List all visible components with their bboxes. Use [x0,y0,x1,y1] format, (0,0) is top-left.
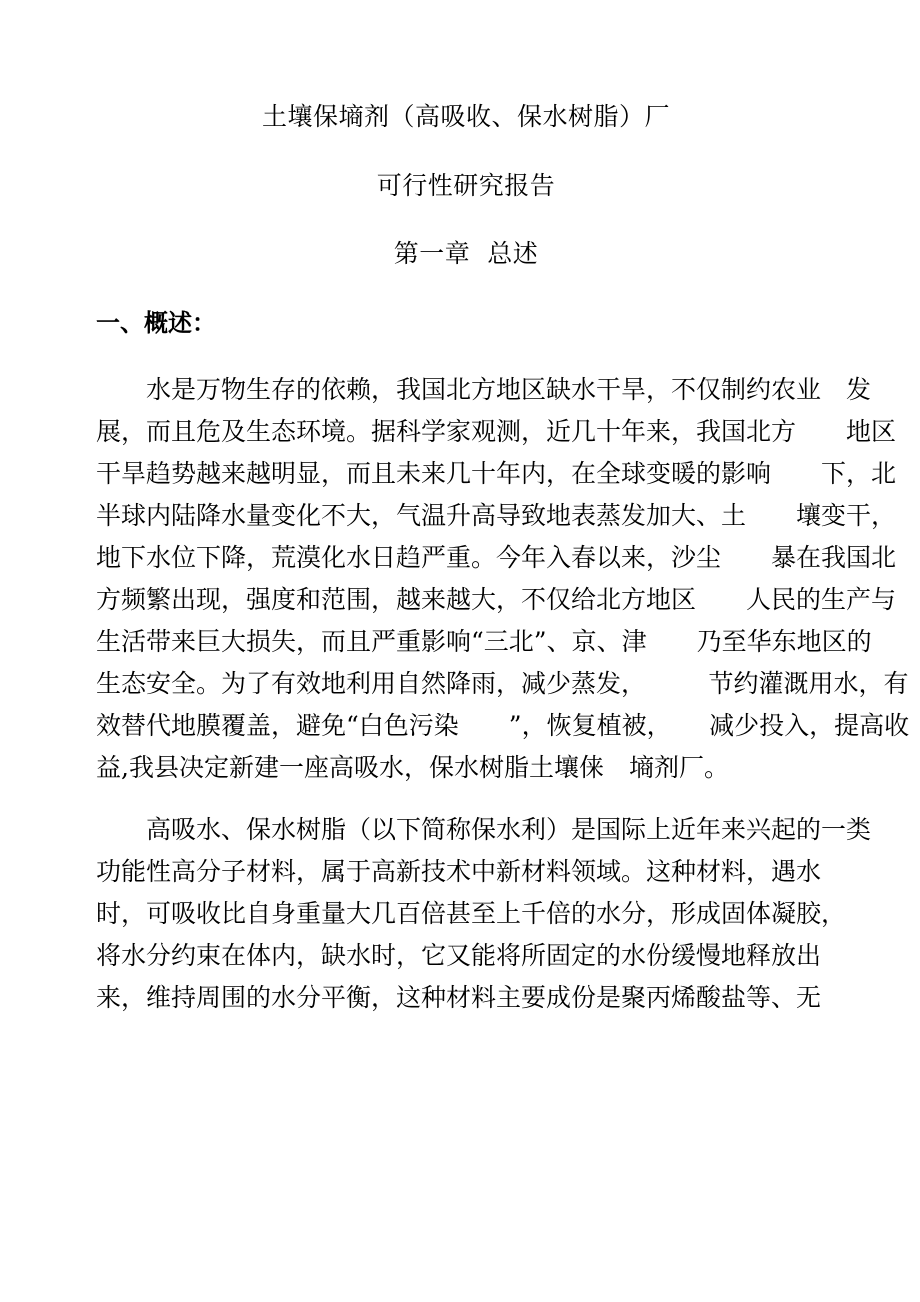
text-line: 方频繁出现，强度和范围，越来越大，不仅给北方地区 人民的生产与 [96,585,897,614]
document-content [96,0,910,1019]
text-line: 生态安全。为了有效地利用自然降雨，减少蒸发， 节约灌溉用水，有 [96,669,909,698]
text-line: 功能性高分子材料，属于高新技术中新材料领域。这种材料，遇水 [96,857,822,886]
text-line: 半球内陆降水量变化不大，气温升高导致地表蒸发加大、土 壤变干， [96,501,897,530]
text-line: 来，维持周围的水分平衡，这种材料主要成份是聚丙烯酸盐等、无 [96,983,822,1012]
paragraph-overview-1 [96,344,910,789]
section-heading-overview: 一、概述： [96,308,216,337]
chapter-heading: 第一章 总述 [393,239,539,268]
paragraph-overview-2 [96,789,872,1019]
text-line: 生活带来巨大损失，而且严重影响“三北”、京、津 乃至华东地区的 [96,627,872,656]
text-line: 干旱趋势越来越明显，而且未来几十年内，在全球变暖的影响 下，北 [96,459,897,488]
text-line: 地下水位下降，荒漠化水日趋严重。今年入春以来，沙尘 暴在我国北 [96,543,897,572]
document-subtitle: 可行性研究报告 [376,171,556,200]
text-line: 高吸水、保水树脂（以下简称保水利）是国际上近年来兴起的一类 [96,815,872,844]
text-line: 展，而且危及生态环境。据科学家观测，近几十年来，我国北方 地区 [96,417,897,446]
text-line: 益,我县决定新建一座高吸水，保水树脂土壤俫 墒剂厂。 [96,753,729,782]
document-title: 土壤保墒剂（高吸收、保水树脂）厂 [261,102,670,131]
text-line: 效替代地膜覆盖，避免“白色污染 ”，恢复植被， 减少投入，提高收 [96,711,910,740]
text-line: 时，可吸收比自身重量大几百倍甚至上千倍的水分，形成固体凝胶， [96,899,847,928]
text-line: 将水分约束在体内，缺水时，它又能将所固定的水份缓慢地释放出 [96,941,822,970]
text-line: 水是万物生存的依赖，我国北方地区缺水干旱，不仅制约农业 发 [96,375,872,404]
